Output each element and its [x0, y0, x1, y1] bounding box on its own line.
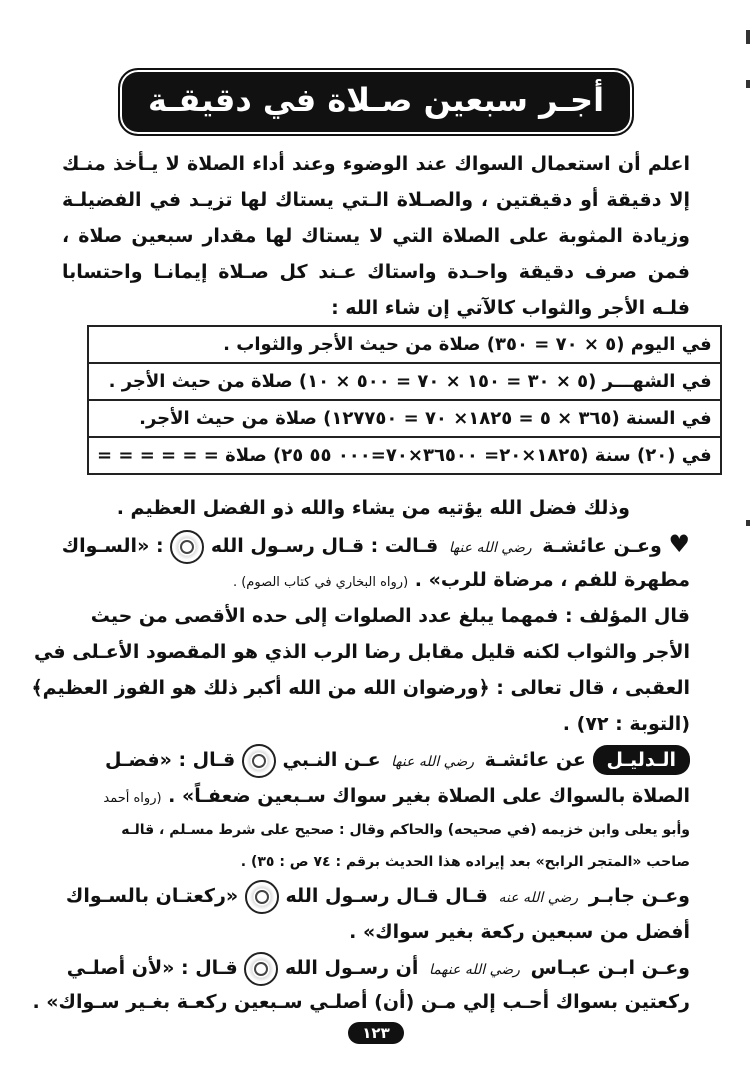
text-segment: عـن النـبي	[282, 749, 381, 771]
text-segment: قـال قـال رسـول الله	[285, 885, 488, 907]
text-line: وذلك فضل الله يؤتيه من يشاء والله ذو الفضل العظيم .	[116, 497, 630, 519]
table-row	[88, 400, 721, 437]
hadith-aisha-line	[62, 526, 690, 566]
intro-paragraph: اعلم أن استعمال السواك عند الوضوء وعند أداء الصلاة لا يـأخذ منـك إلا دقيقة أو دقيقتين ، والصـلاة الـتي يستاك لها تزيـد في الفضيلـة وزيادة المثوبة على الصلاة التي لا يستاك لها مقدار سبعين صلاة ، فمن صرف دقيقة واحـدة واستاك عـند كل صـلاة إيمانـا واحتسابا فلـه الأجر والثواب كالآتي إن شاء الله :	[62, 153, 690, 319]
salawat-seal-icon	[244, 952, 278, 986]
dalil-line	[62, 742, 690, 780]
ridha-text: رضي الله عنهما	[429, 962, 520, 978]
text-segment: قـالت : قـال رسـول الله	[210, 535, 439, 557]
hadith-jabir-line	[62, 878, 690, 916]
text-segment: قـال : «لأن أصلـي	[66, 957, 238, 979]
text-segment: قـال : «فضـل	[104, 749, 236, 771]
text-line: أفضل من سبعين ركعة بغير سواك» .	[349, 921, 690, 943]
text-line: الأجر والثواب لكنه قليل مقابل رضا الرب الذي هو المقصود الأعـلى في	[33, 641, 690, 663]
text-line	[62, 562, 690, 601]
ridha-text: رضي الله عنه	[498, 890, 579, 906]
text-segment: الصلاة بالسواك على الصلاة بغير سواك سـبعين ضعفـاً» .	[168, 785, 690, 807]
text-line: قال المؤلف : فمهما يبلغ عدد الصلوات إلى حده الأقصى من حيث	[90, 605, 690, 627]
text-line: ركعتين بسواك أحـب إلي مـن (أن) أصلـي سـبعين ركعـة بغـير سـواك» .	[32, 991, 690, 1013]
hadith-ibn-abbas-line	[62, 950, 690, 988]
heart-icon: ♥	[668, 530, 690, 558]
text-segment: وعـن عائشـة	[542, 535, 662, 557]
page-number-container	[0, 1022, 752, 1044]
ridha-text: رضي الله عنها	[391, 754, 474, 770]
scan-edge-mark	[746, 80, 750, 88]
page-title: أجـر سبعين صـلاة في دقيقـة	[118, 68, 634, 136]
reference-line: وأبو يعلى وابن خزيمه (في صحيحه) والحاكم وقال : صحيح على شرط مسـلم ، قالـه	[121, 822, 690, 838]
reward-table	[87, 325, 722, 475]
ridha-text: رضي الله عنها	[448, 540, 532, 556]
reference-text: (رواه البخاري في كتاب الصوم) .	[232, 575, 409, 590]
text-segment: وعـن جابـر	[588, 885, 690, 907]
table-cell: في (٢٠) سنة (١٨٢٥×٢٠= ٣٦٥٠٠×٧٠=٠٠٠ ٥٥ ٢٥) صلاة = = = = = =	[88, 437, 721, 474]
text-segment: «ركعتـان بالسـواك	[65, 885, 239, 907]
table-cell: في الشهـــر (٥ × ٣٠ = ١٥٠ × ٧٠ = ٥٠٠ × ١٠) صلاة من حيث الأجر .	[88, 363, 721, 400]
salawat-seal-icon	[245, 880, 279, 914]
table-row	[88, 363, 721, 400]
table-row	[88, 326, 721, 363]
text-segment: وعـن ابـن عبـاس	[530, 957, 690, 979]
text-segment: عن عائشـة	[484, 749, 586, 771]
reference-line: صاحب «المتجر الرابح» بعد إيراده هذا الحديث برقم : ٧٤ ص : ٣٥) .	[240, 854, 690, 870]
table-cell: في السنة (٣٦٥ × ٥ = ١٨٢٥× ٧٠ = ١٢٧٧٥٠) صلاة من حيث الأجر.	[88, 400, 721, 437]
text-segment: مطهرة للفم ، مرضاة للرب» .	[414, 569, 690, 591]
text-line: (التوبة : ٧٢) .	[562, 713, 690, 735]
title-container	[0, 68, 752, 136]
salawat-seal-icon	[170, 530, 204, 564]
text-line: العقبى ، قال تعالى : ﴿ورضوان الله من الله أكبر ذلك هو الفوز العظيم﴾	[31, 677, 690, 699]
scan-edge-mark	[746, 520, 750, 526]
salawat-seal-icon	[242, 744, 276, 778]
reference-text: (رواه أحمد	[103, 791, 162, 806]
page-number: ١٢٣	[348, 1022, 403, 1044]
text-segment: : «السـواك	[61, 535, 164, 557]
text-segment: أن رسـول الله	[285, 957, 419, 979]
table-row	[88, 437, 721, 474]
dalil-badge: الـدليـل	[593, 745, 690, 775]
scan-edge-mark	[746, 30, 750, 44]
table-cell: في اليوم (٥ × ٧٠ = ٣٥٠) صلاة من حيث الأجر والثواب .	[88, 326, 721, 363]
